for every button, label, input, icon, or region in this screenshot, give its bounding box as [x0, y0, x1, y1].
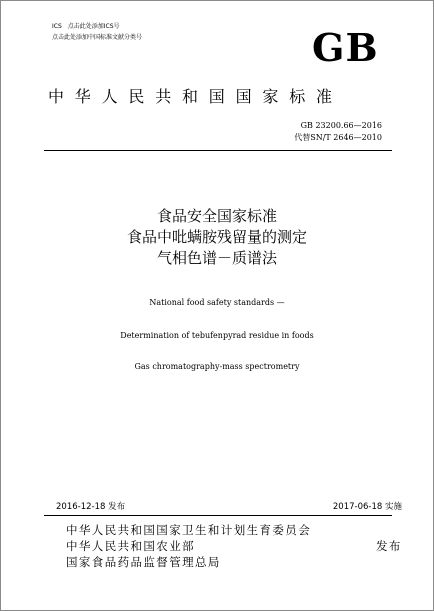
issuing-authorities	[66, 522, 311, 570]
issuer-3: 国家食品药品监督管理总局	[66, 555, 221, 569]
english-title-line-2: Determination of tebufenpyrad residue in foods	[120, 331, 314, 340]
ics-label: ICS	[52, 23, 62, 30]
bottom-divider	[44, 515, 392, 516]
gb-logo: GB	[312, 25, 379, 70]
ics-block	[52, 21, 142, 43]
english-title-line-1: National food safety standards —	[149, 298, 285, 307]
implementation-date: 2017-06-18 实施	[332, 502, 402, 512]
ics-line	[52, 21, 142, 32]
chinese-title	[0, 206, 434, 269]
issuer-2: 中华人民共和国农业部	[66, 539, 195, 553]
standard-number-block	[294, 120, 382, 144]
title-line-2: 食品中吡螨胺残留量的测定	[126, 228, 307, 246]
issuer-1: 中华人民共和国国家卫生和计划生育委员会	[66, 523, 312, 537]
issue-date: 2016-12-18 发布	[56, 502, 126, 512]
national-standard-heading: 中华人民共和国国家标准	[48, 87, 343, 106]
title-line-1: 食品安全国家标准	[156, 207, 277, 225]
top-divider	[44, 150, 392, 151]
replaces-standard: 代替SN/T 2646—2010	[294, 133, 382, 142]
ics-placeholder[interactable]: 点击此处添加ICS号	[67, 23, 120, 30]
standard-number: GB 23200.66—2016	[300, 121, 382, 130]
classification-placeholder[interactable]: 点击此处添加中国标准文献分类号	[52, 34, 143, 41]
title-line-3: 气相色谱－质谱法	[156, 249, 277, 267]
issued-label: 发布	[376, 539, 402, 553]
english-title-line-3: Gas chromatography-mass spectrometry	[134, 362, 300, 371]
